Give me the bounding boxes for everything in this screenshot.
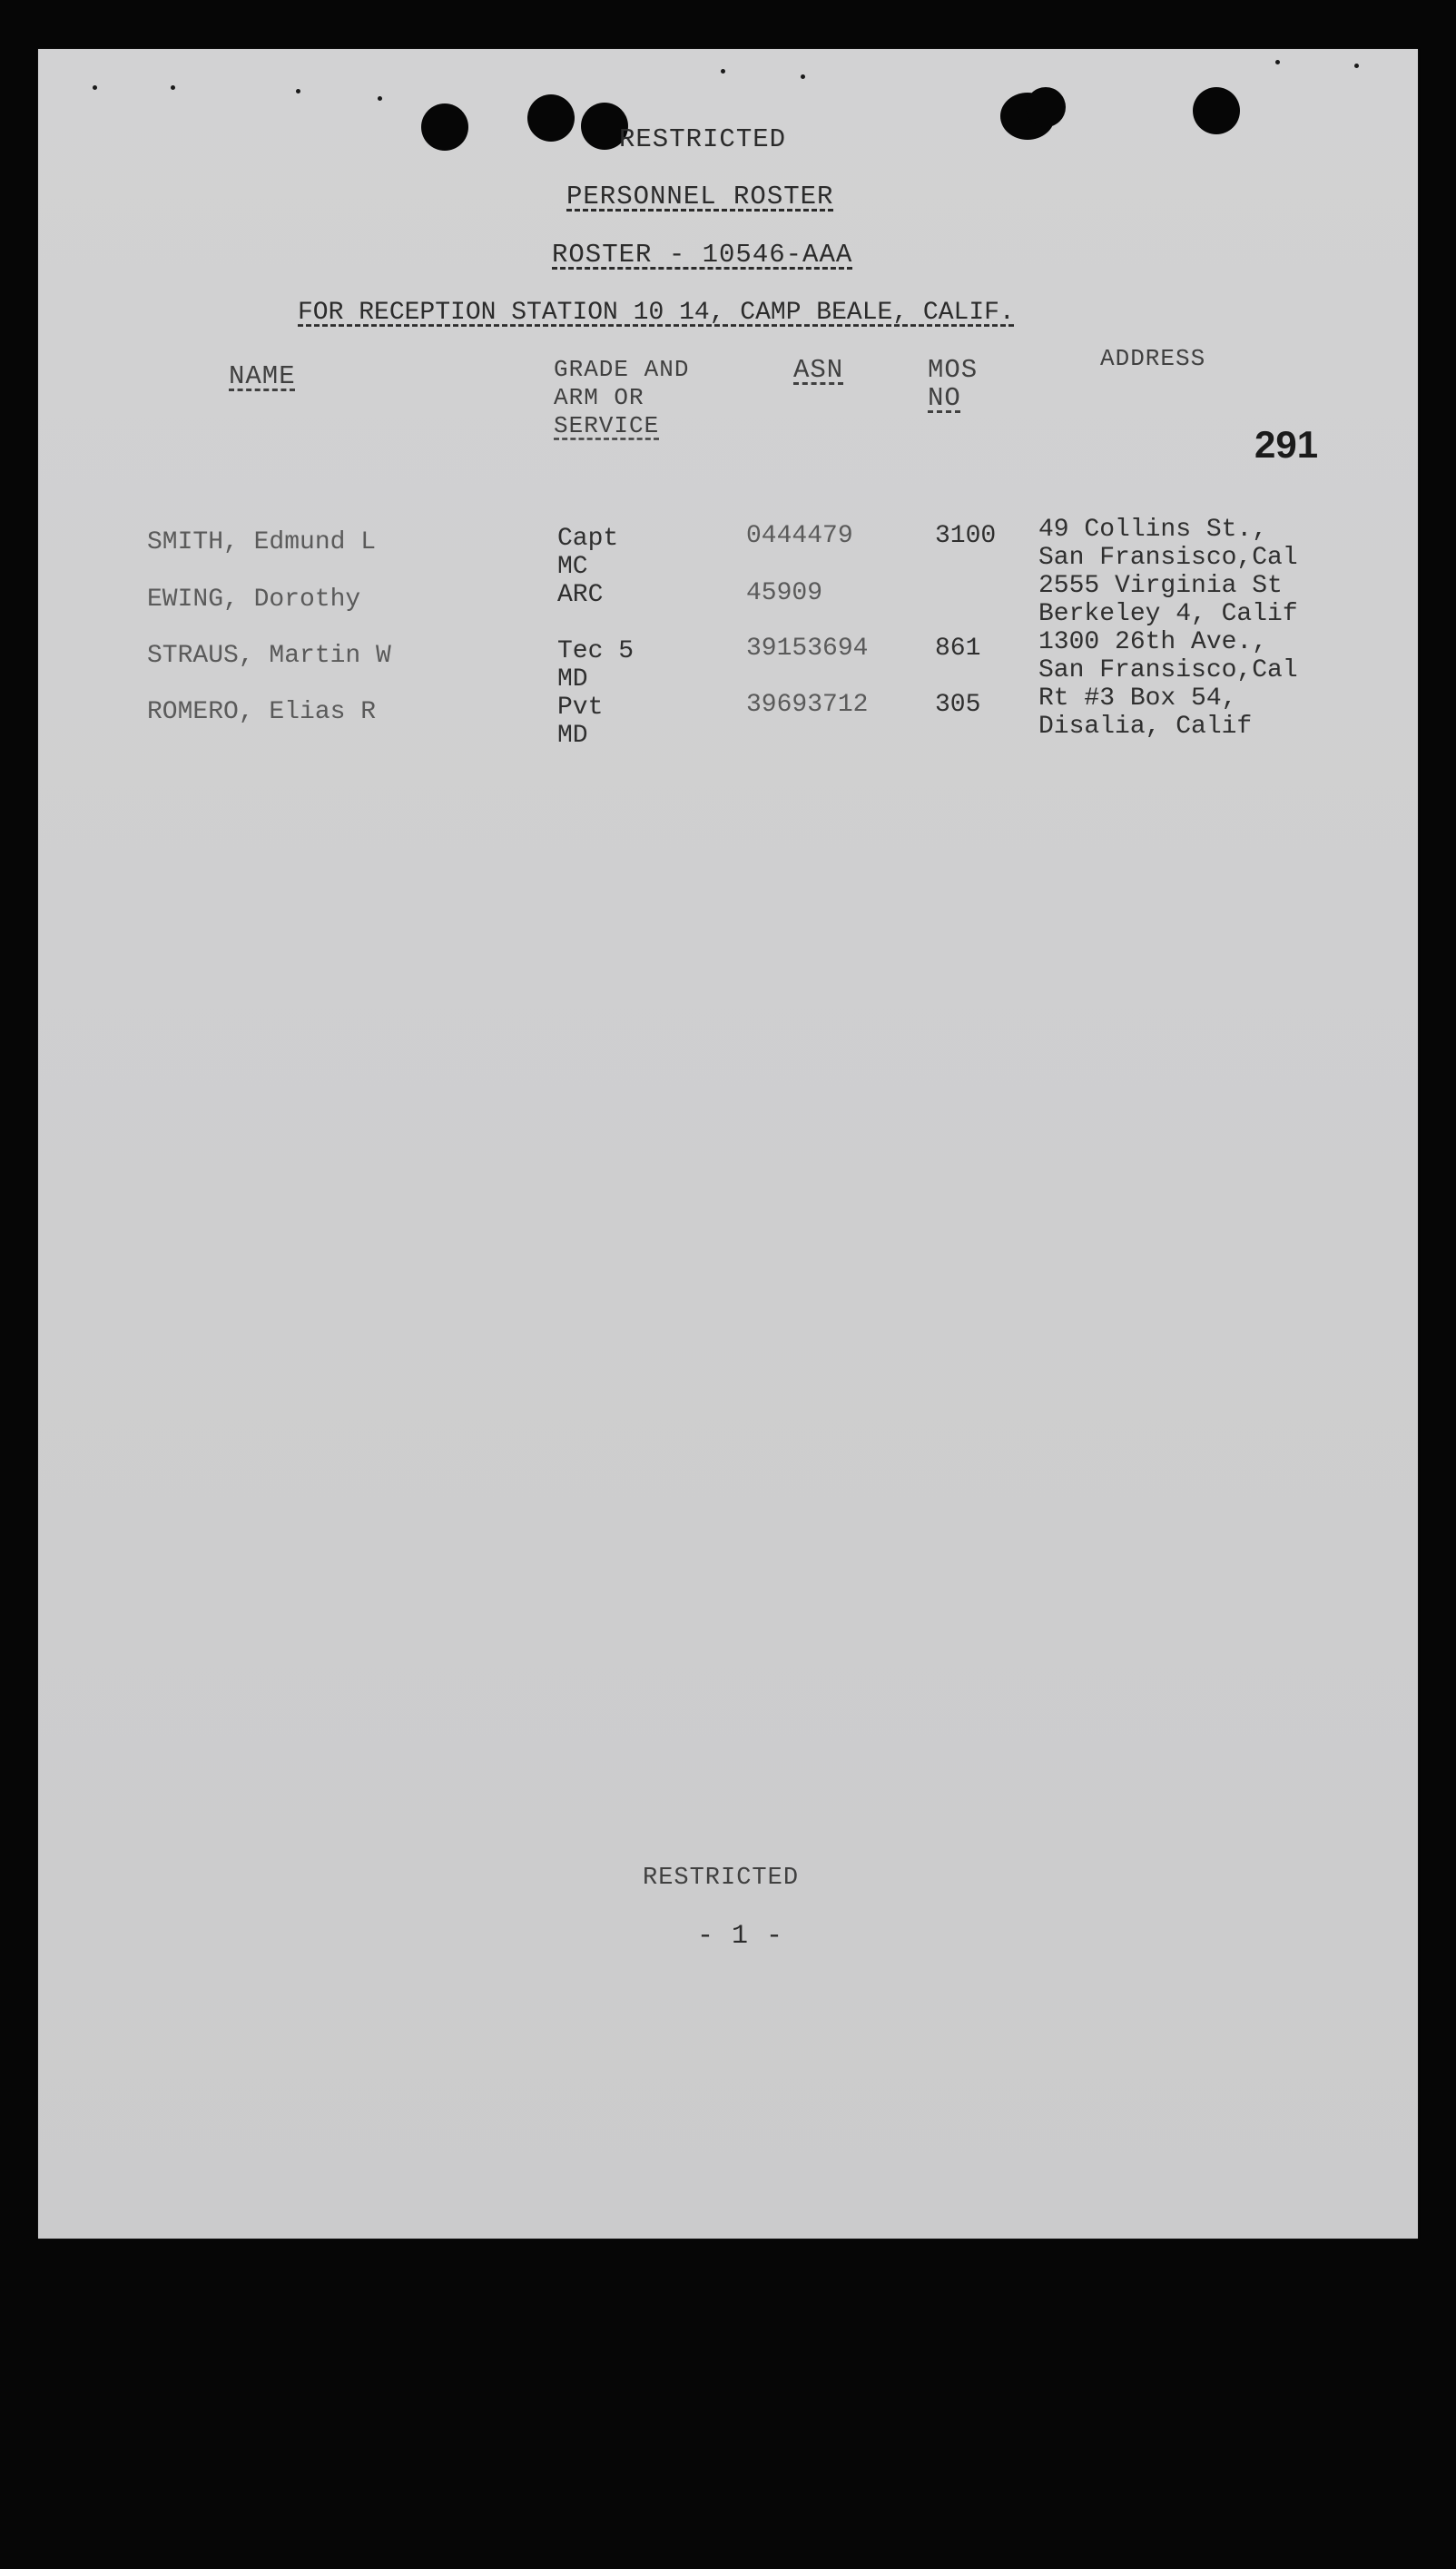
document-page	[38, 49, 1418, 2239]
row-address-line1: Rt #3 Box 54,	[1038, 684, 1237, 713]
row-asn: 39693712	[746, 691, 869, 719]
column-header-grade-line1: GRADE AND	[554, 356, 690, 383]
column-header-mos-line1: MOS	[928, 355, 979, 385]
row-service: MD	[557, 722, 588, 750]
punch-hole	[1193, 87, 1240, 134]
row-address-line1: 2555 Virginia St	[1038, 572, 1283, 600]
row-address-line2: Berkeley 4, Calif	[1038, 600, 1298, 628]
column-header-grade-line3: SERVICE	[554, 412, 660, 439]
classification-bottom: RESTRICTED	[643, 1865, 800, 1892]
dust-speck	[171, 85, 175, 90]
row-service: MD	[557, 665, 588, 694]
dust-speck	[93, 85, 97, 90]
row-grade: Capt	[557, 525, 619, 553]
row-address-line2: San Fransisco,Cal	[1038, 544, 1298, 572]
stamped-number: 291	[1254, 423, 1319, 466]
row-grade: ARC	[557, 581, 604, 609]
page-label: - 1 -	[697, 1921, 784, 1952]
column-header-address: ADDRESS	[1100, 345, 1206, 372]
punch-hole	[1026, 87, 1066, 127]
row-name: SMITH, Edmund L	[147, 528, 377, 556]
row-mos: 3100	[935, 522, 997, 550]
document-subtitle: FOR RECEPTION STATION 10 14, CAMP BEALE, CALIF.	[298, 299, 1015, 327]
row-address-line1: 49 Collins St.,	[1038, 516, 1268, 544]
punch-hole	[421, 103, 468, 151]
row-service: MC	[557, 553, 588, 581]
classification-top: RESTRICTED	[619, 124, 787, 154]
row-name: STRAUS, Martin W	[147, 642, 391, 670]
row-asn: 45909	[746, 579, 823, 607]
dust-speck	[1354, 64, 1359, 68]
dust-speck	[721, 69, 725, 74]
dust-speck	[378, 96, 382, 101]
row-grade: Tec 5	[557, 637, 635, 665]
row-mos: 305	[935, 691, 981, 719]
document-title: PERSONNEL ROSTER	[566, 182, 834, 212]
dust-speck	[1275, 60, 1280, 64]
column-header-name: NAME	[229, 361, 296, 391]
row-name: EWING, Dorothy	[147, 586, 361, 614]
row-address-line1: 1300 26th Ave.,	[1038, 628, 1268, 656]
row-address-line2: San Fransisco,Cal	[1038, 656, 1298, 684]
column-header-mos-line2: NO	[928, 383, 961, 413]
column-header-grade-line2: ARM OR	[554, 384, 644, 411]
dust-speck	[296, 89, 300, 94]
row-mos: 861	[935, 635, 981, 663]
dust-speck	[801, 74, 805, 79]
roster-id: ROSTER - 10546-AAA	[552, 240, 853, 270]
punch-hole	[527, 94, 575, 142]
row-grade: Pvt	[557, 694, 604, 722]
row-name: ROMERO, Elias R	[147, 698, 377, 726]
row-address-line2: Disalia, Calif	[1038, 713, 1253, 741]
column-header-asn: ASN	[793, 355, 844, 385]
row-asn: 0444479	[746, 522, 853, 550]
row-asn: 39153694	[746, 635, 869, 663]
